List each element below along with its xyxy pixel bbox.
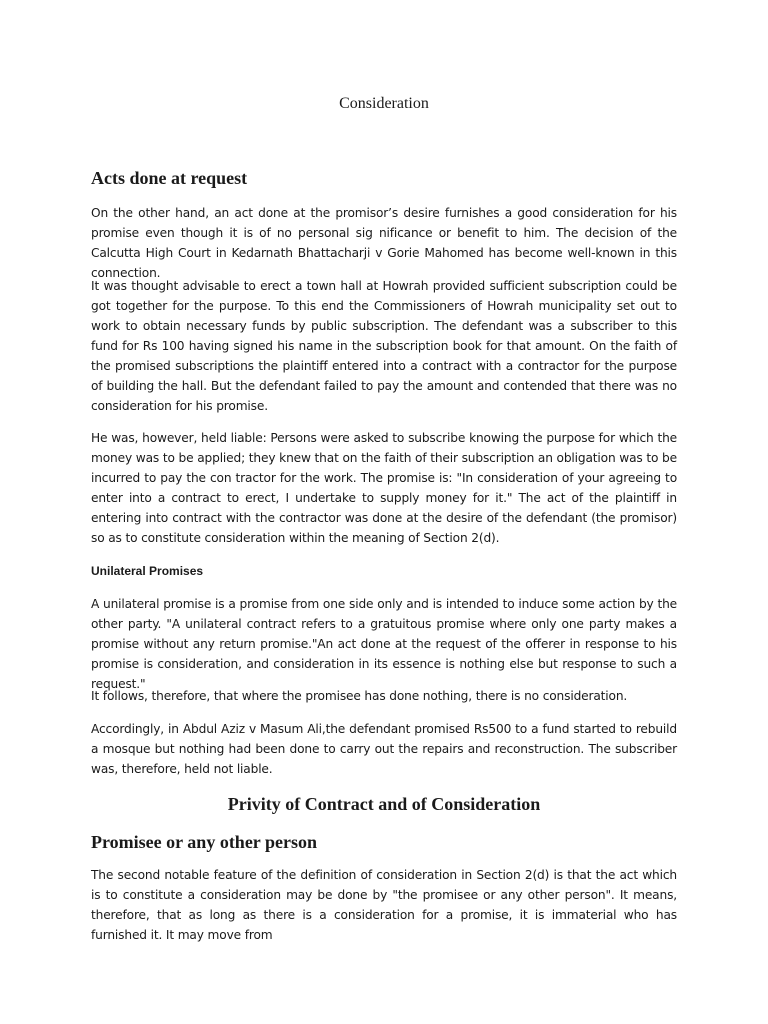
heading-unilateral-promises: Unilateral Promises (91, 564, 204, 578)
heading-privity-of-contract: Privity of Contract and of Consideration (227, 794, 541, 814)
paragraph-acts-2: It was thought advisable to erect a town hall at Howrah provided sufficient subscription could be got together for the purpose. To this end the Commissioners of Howrah municipality set out to work to obtain necessary funds by public subscription. The defendant was a subscriber to this fund for Rs 100 having signed his name in the subscription book for that amount. On the faith of the promised subscriptions the plaintiff entered into a contract with a contractor for the purpose of building the hall. But the defendant failed to pay the amount and contended that there was no consideration for his promise. (91, 279, 677, 413)
paragraph-unilateral-2: It follows, therefore, that where the promisee has done nothing, there is no consideration. (91, 689, 628, 703)
paragraph-acts-3: He was, however, held liable: Persons were asked to subscribe knowing the purpose for which the money was to be applied; they knew that on the faith of their subscription an obligation was to be incurred to pay the con tractor for the work. The promise is: "In consideration of your agreeing to enter into a contract to erect, I undertake to supply money for it." The act of the plaintiff in entering into contract with the contractor was done at the desire of the defendant (the promisor) so as to constitute consideration within the meaning of Section 2(d). (91, 431, 677, 545)
heading-promisee-or-any-other-person: Promisee or any other person (91, 832, 317, 852)
paragraph-acts-1: On the other hand, an act done at the promisor’s desire furnishes a good consideration for his promise even though it is of no personal sig nificance or benefit to him. The decision of the Calcutta High Court in Kedarnath Bhattacharji v Gorie Mahomed has become well-known in this connection. (91, 206, 677, 280)
heading-acts-done-at-request: Acts done at request (91, 168, 248, 188)
paragraph-unilateral-1: A unilateral promise is a promise from one side only and is intended to induce some action by the other party. "A unilateral contract refers to a gratuitous promise where only one party makes a promise without any return promise."An act done at the request of the offerer in response to his promise is consideration, and consideration in its essence is nothing else but response to such a request." (91, 597, 677, 691)
paragraph-unilateral-3: Accordingly, in Abdul Aziz v Masum Ali,the defendant promised Rs500 to a fund started to rebuild a mosque but nothing had been done to carry out the repairs and reconstruction. The subscriber was, therefore, held not liable. (91, 722, 677, 776)
page-title: Consideration (339, 95, 429, 112)
paragraph-promisee-1: The second notable feature of the definition of consideration in Section 2(d) is that the act which is to constitute a consideration may be done by "the promisee or any other person". It means, therefore, that as long as there is a consideration for a promise, it is immaterial who has furnished it. It may move from (91, 868, 677, 942)
